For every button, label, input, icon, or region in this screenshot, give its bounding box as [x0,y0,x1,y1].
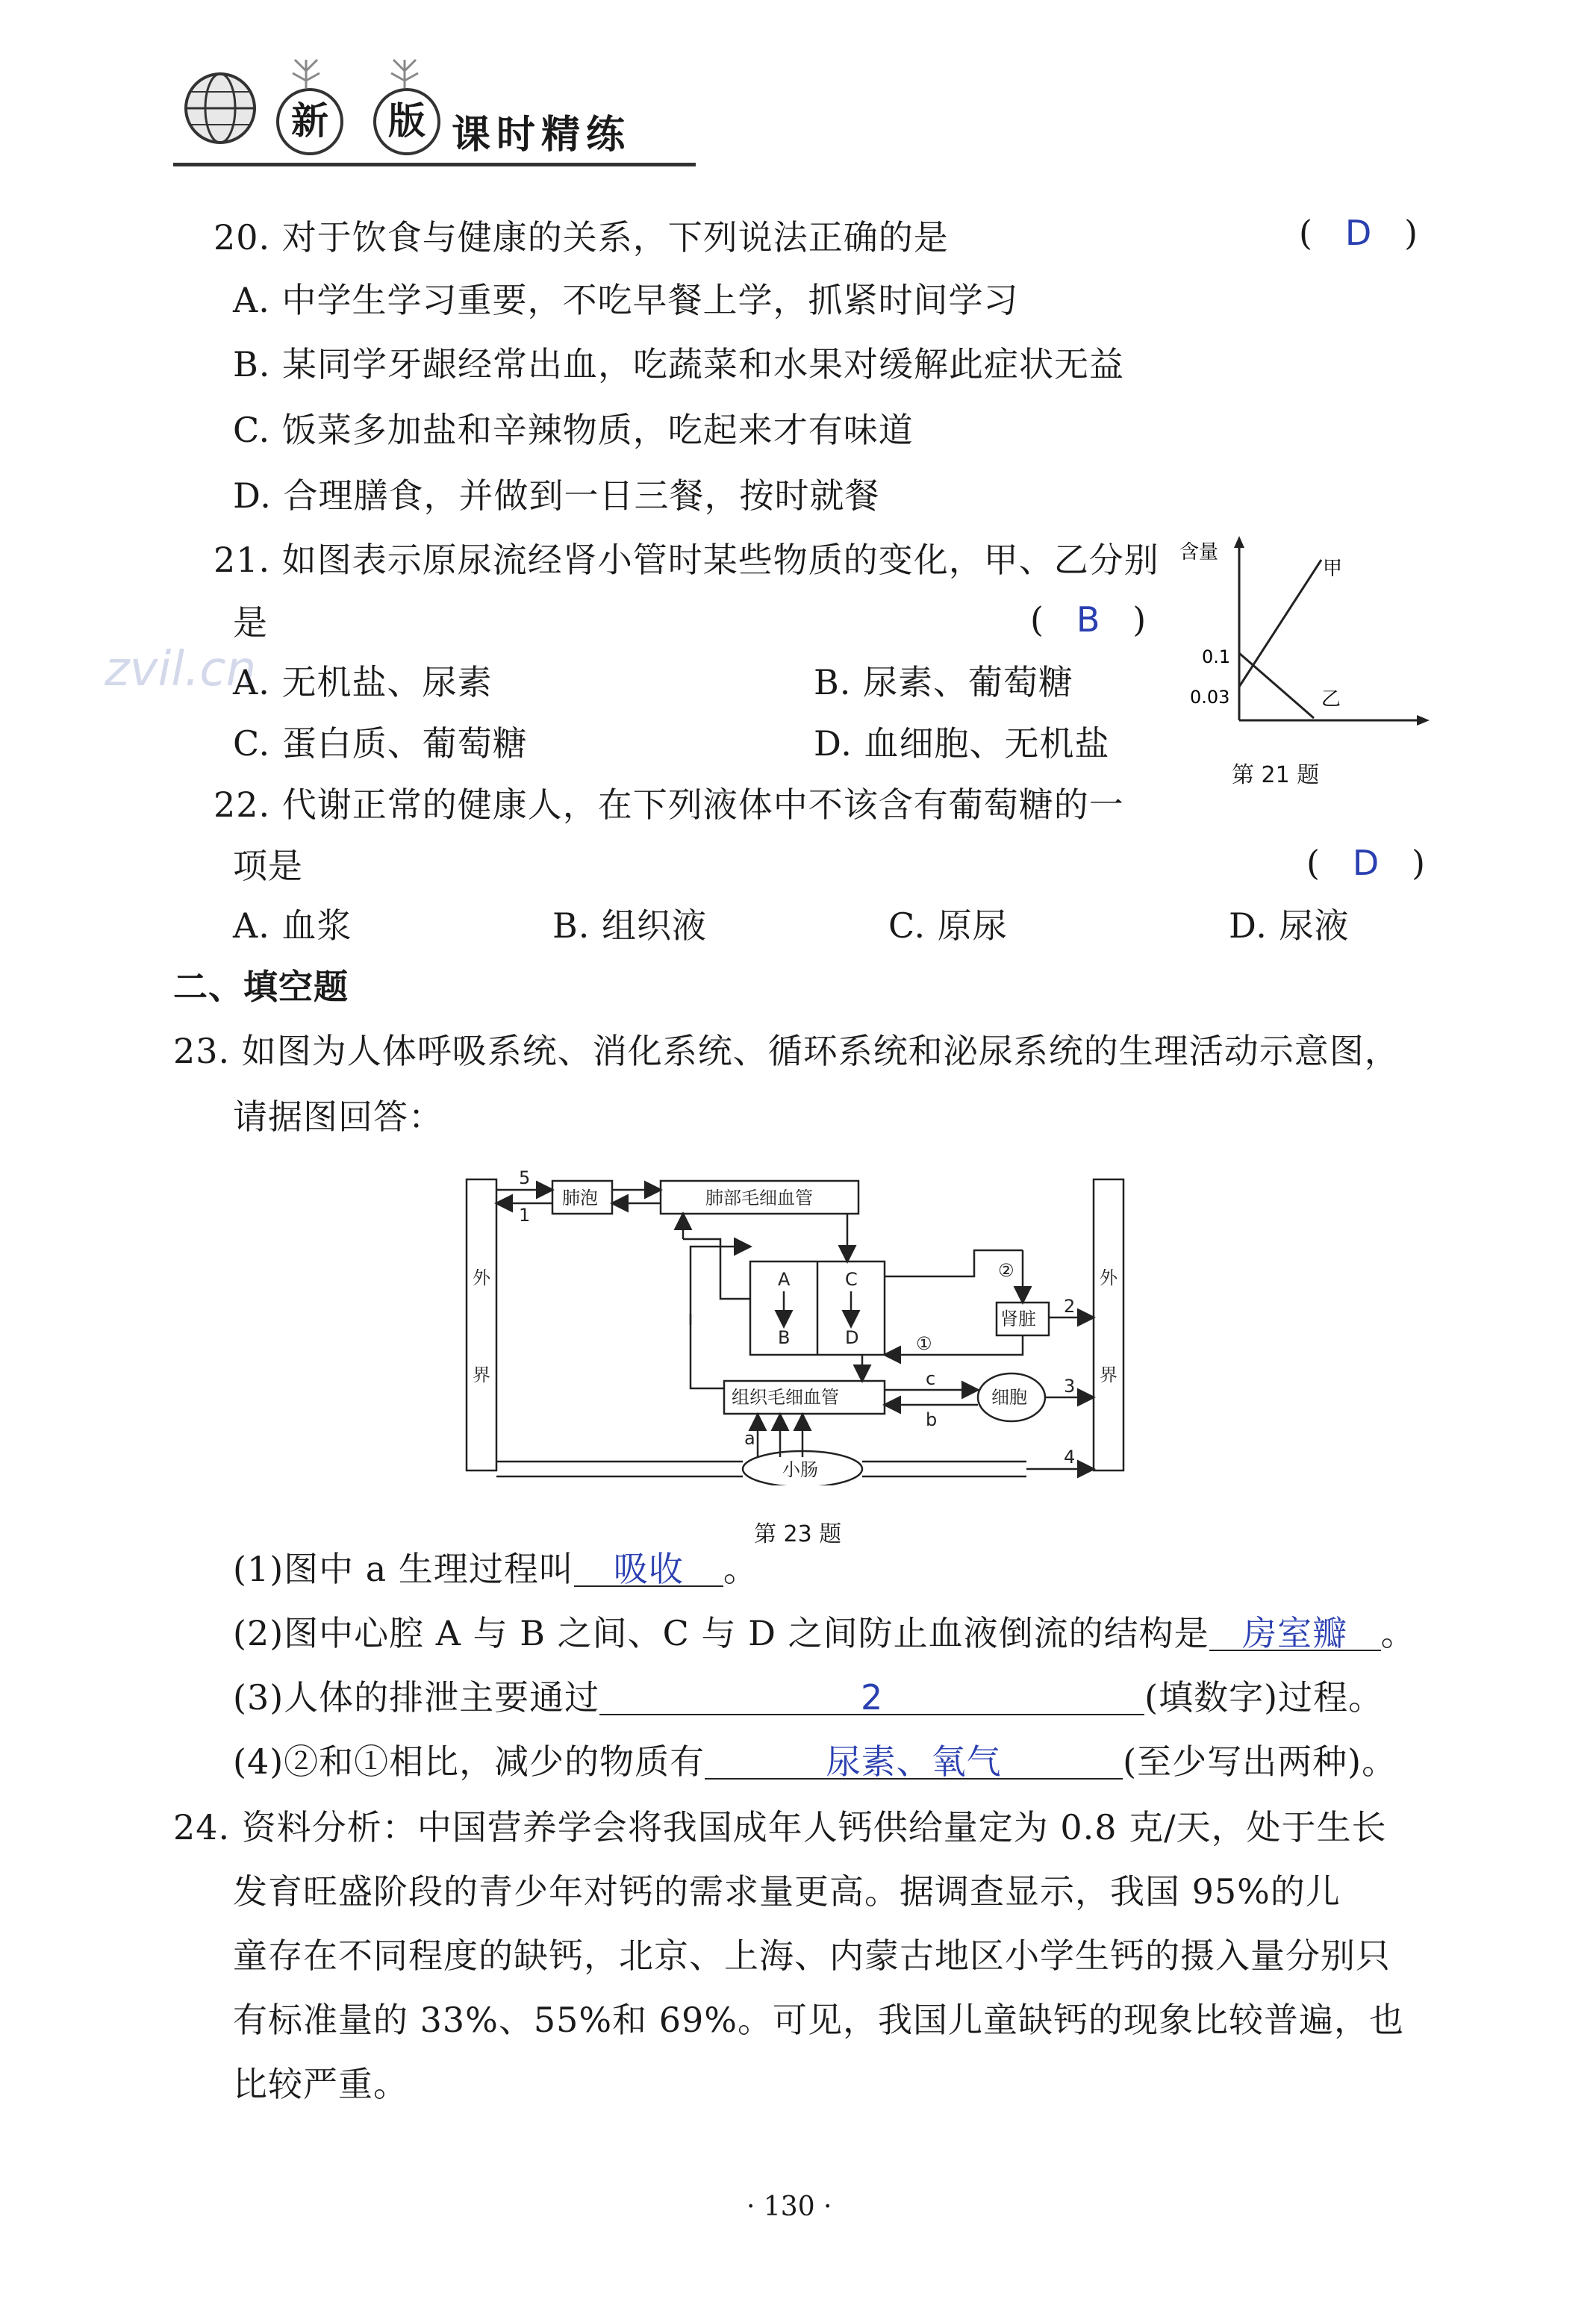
q23-sub1 [233,1547,758,1591]
q23-sub1-end: 。 [723,1549,758,1589]
q23-sub3-blank[interactable] [599,1675,1144,1718]
arrow-label-3: 3 [1064,1376,1076,1397]
q21-stem: 21. 如图表示原尿流经肾小管时某些物质的变化，甲、乙分别 [213,540,1159,580]
circle-label-1: ① [916,1333,932,1354]
arrow-label-c: c [926,1368,936,1389]
x-axis-arrow-icon [1417,715,1430,726]
chamber-d-label: D [845,1327,859,1348]
q21-option-a: A. 无机盐、尿素 [233,662,493,702]
q20-option-d: D. 合理膳食，并做到一日三餐，按时就餐 [233,475,880,516]
outside-right-bottom: 界 [1100,1364,1117,1385]
kidney-label: 肾脏 [1000,1309,1036,1329]
outside-left-box [467,1179,496,1470]
q23-sub2-answer: 房室瓣 [1242,1613,1348,1653]
q22-option-d: D. 尿液 [1229,905,1350,946]
q22-option-c: C. 原尿 [888,905,1008,946]
outside-left-top: 外 [473,1267,490,1288]
arrow-label-1: 1 [519,1205,531,1226]
q23-sub4-end: (至少写出两种)。 [1123,1741,1397,1782]
arrow-label-4: 4 [1064,1447,1076,1468]
q23-sub1-answer: 吸收 [613,1549,684,1589]
q21-answer-bracket: ( B ) [1030,599,1147,640]
page-number: · 130 · [746,2192,832,2222]
arrow-label-a: a [744,1428,755,1449]
q23-sub1-text: (1)图中 a 生理过程叫 [233,1549,574,1589]
alveolus-label: 肺泡 [562,1188,598,1208]
globe-logo-icon [179,67,261,149]
section-fill-in-title: 二、填空题 [173,967,349,1007]
chamber-b-label: B [778,1327,791,1348]
q22-stem-cont: 项是 [233,846,303,886]
q22-answer-bracket: ( D ) [1306,843,1426,883]
q24-line-2: 发育旺盛阶段的青少年对钙的需求量更高。据调查显示，我国 95%的儿 [233,1871,1341,1912]
arrow-label-2: 2 [1064,1296,1076,1317]
q23-sub2-text: (2)图中心腔 A 与 B 之间、C 与 D 之间防止血液倒流的结构是 [233,1613,1209,1653]
intestine-label: 小肠 [782,1459,818,1480]
header-badge-edition: 版 [373,88,440,155]
line-jia [1239,560,1321,687]
q21-answer: B [1076,599,1100,640]
q24-line-1: 24. 资料分析：中国营养学会将我国成年人钙供给量定为 0.8 克/天，处于生长 [173,1807,1387,1847]
tissue-capillary-label: 组织毛细血管 [732,1387,839,1408]
lung-capillary-label: 肺部毛细血管 [705,1188,813,1208]
chamber-a-label: A [778,1269,791,1290]
header-title: 课时精练 [452,113,632,157]
outside-right-top: 外 [1100,1267,1117,1288]
q23-sub2 [233,1611,1416,1656]
q20-answer: D [1344,213,1372,253]
q22-answer: D [1352,843,1380,883]
chamber-c-label: C [845,1269,858,1290]
q23-sub4 [233,1739,1397,1784]
q23-sub2-blank[interactable] [1209,1611,1381,1651]
q23-sub4-blank[interactable] [705,1739,1123,1780]
graph-tick-high: 0.1 [1202,646,1231,667]
q23-sub4-text: (4)②和①相比，减少的物质有 [233,1741,705,1782]
q20-option-c: C. 饭菜多加盐和辛辣物质，吃起来才有味道 [233,410,914,450]
q20-stem: 20. 对于饮食与健康的关系，下列说法正确的是 [213,217,949,258]
circle-label-2: ② [998,1260,1014,1281]
outside-right-box [1094,1179,1123,1470]
q24-line-5: 比较严重。 [233,2064,408,2104]
q23-diagram [459,1164,1146,1485]
graph-label-jia: 甲 [1323,558,1343,580]
q23-sub3-end: (填数字)过程。 [1144,1677,1384,1718]
q21-option-c: C. 蛋白质、葡萄糖 [233,723,528,764]
q20-option-b: B. 某同学牙龈经常出血，吃蔬菜和水果对缓解此症状无益 [233,344,1125,384]
header-rule [173,163,696,166]
watermark: zvil.cn [105,642,257,697]
leaf-decoration-icon [382,52,427,90]
q23-stem-cont: 请据图回答： [233,1097,443,1137]
q21-caption: 第 21 题 [1232,762,1320,788]
q23-sub3 [233,1675,1383,1720]
q22-option-b: B. 组织液 [552,905,708,946]
q21-option-d: D. 血细胞、无机盐 [814,723,1110,764]
arrow-label-b: b [926,1409,938,1430]
q21-option-b: B. 尿素、葡萄糖 [814,662,1074,702]
graph-ylabel: 含量 [1179,541,1219,564]
q20-answer-bracket: ( D ) [1299,213,1418,253]
q23-caption: 第 23 题 [754,1521,842,1547]
line-yi [1239,653,1314,718]
q21-stem-cont: 是 [233,602,268,643]
q21-graph [1165,523,1441,732]
q20-option-a: A. 中学生学习重要，不吃早餐上学，抓紧时间学习 [233,280,1019,320]
q23-sub3-text: (3)人体的排泄主要通过 [233,1677,600,1718]
q23-sub2-end: 。 [1380,1613,1416,1653]
q24-line-4: 有标准量的 33%、55%和 69%。可见，我国儿童缺钙的现象比较普遍，也 [233,2000,1404,2040]
q22-option-a: A. 血浆 [233,905,352,946]
graph-tick-low: 0.03 [1190,687,1230,708]
q24-line-3: 童存在不同程度的缺钙，北京、上海、内蒙古地区小学生钙的摄入量分别只 [233,1936,1391,1976]
y-axis-arrow-icon [1234,536,1244,548]
outside-left-bottom: 界 [473,1364,490,1385]
q23-sub1-blank[interactable] [574,1547,723,1587]
graph-label-yi: 乙 [1321,688,1341,711]
q23-stem: 23. 如图为人体呼吸系统、消化系统、循环系统和泌尿系统的生理活动示意图， [173,1031,1400,1071]
cell-label: 细胞 [991,1387,1027,1408]
q22-stem: 22. 代谢正常的健康人，在下列液体中不该含有葡萄糖的一 [213,785,1124,825]
q23-sub3-answer: 2 [861,1677,884,1718]
q23-sub4-answer: 尿素、氧气 [826,1741,1002,1782]
leaf-decoration-icon [284,52,328,90]
header-badge-new: 新 [276,88,343,155]
arrow-label-5: 5 [519,1167,531,1188]
